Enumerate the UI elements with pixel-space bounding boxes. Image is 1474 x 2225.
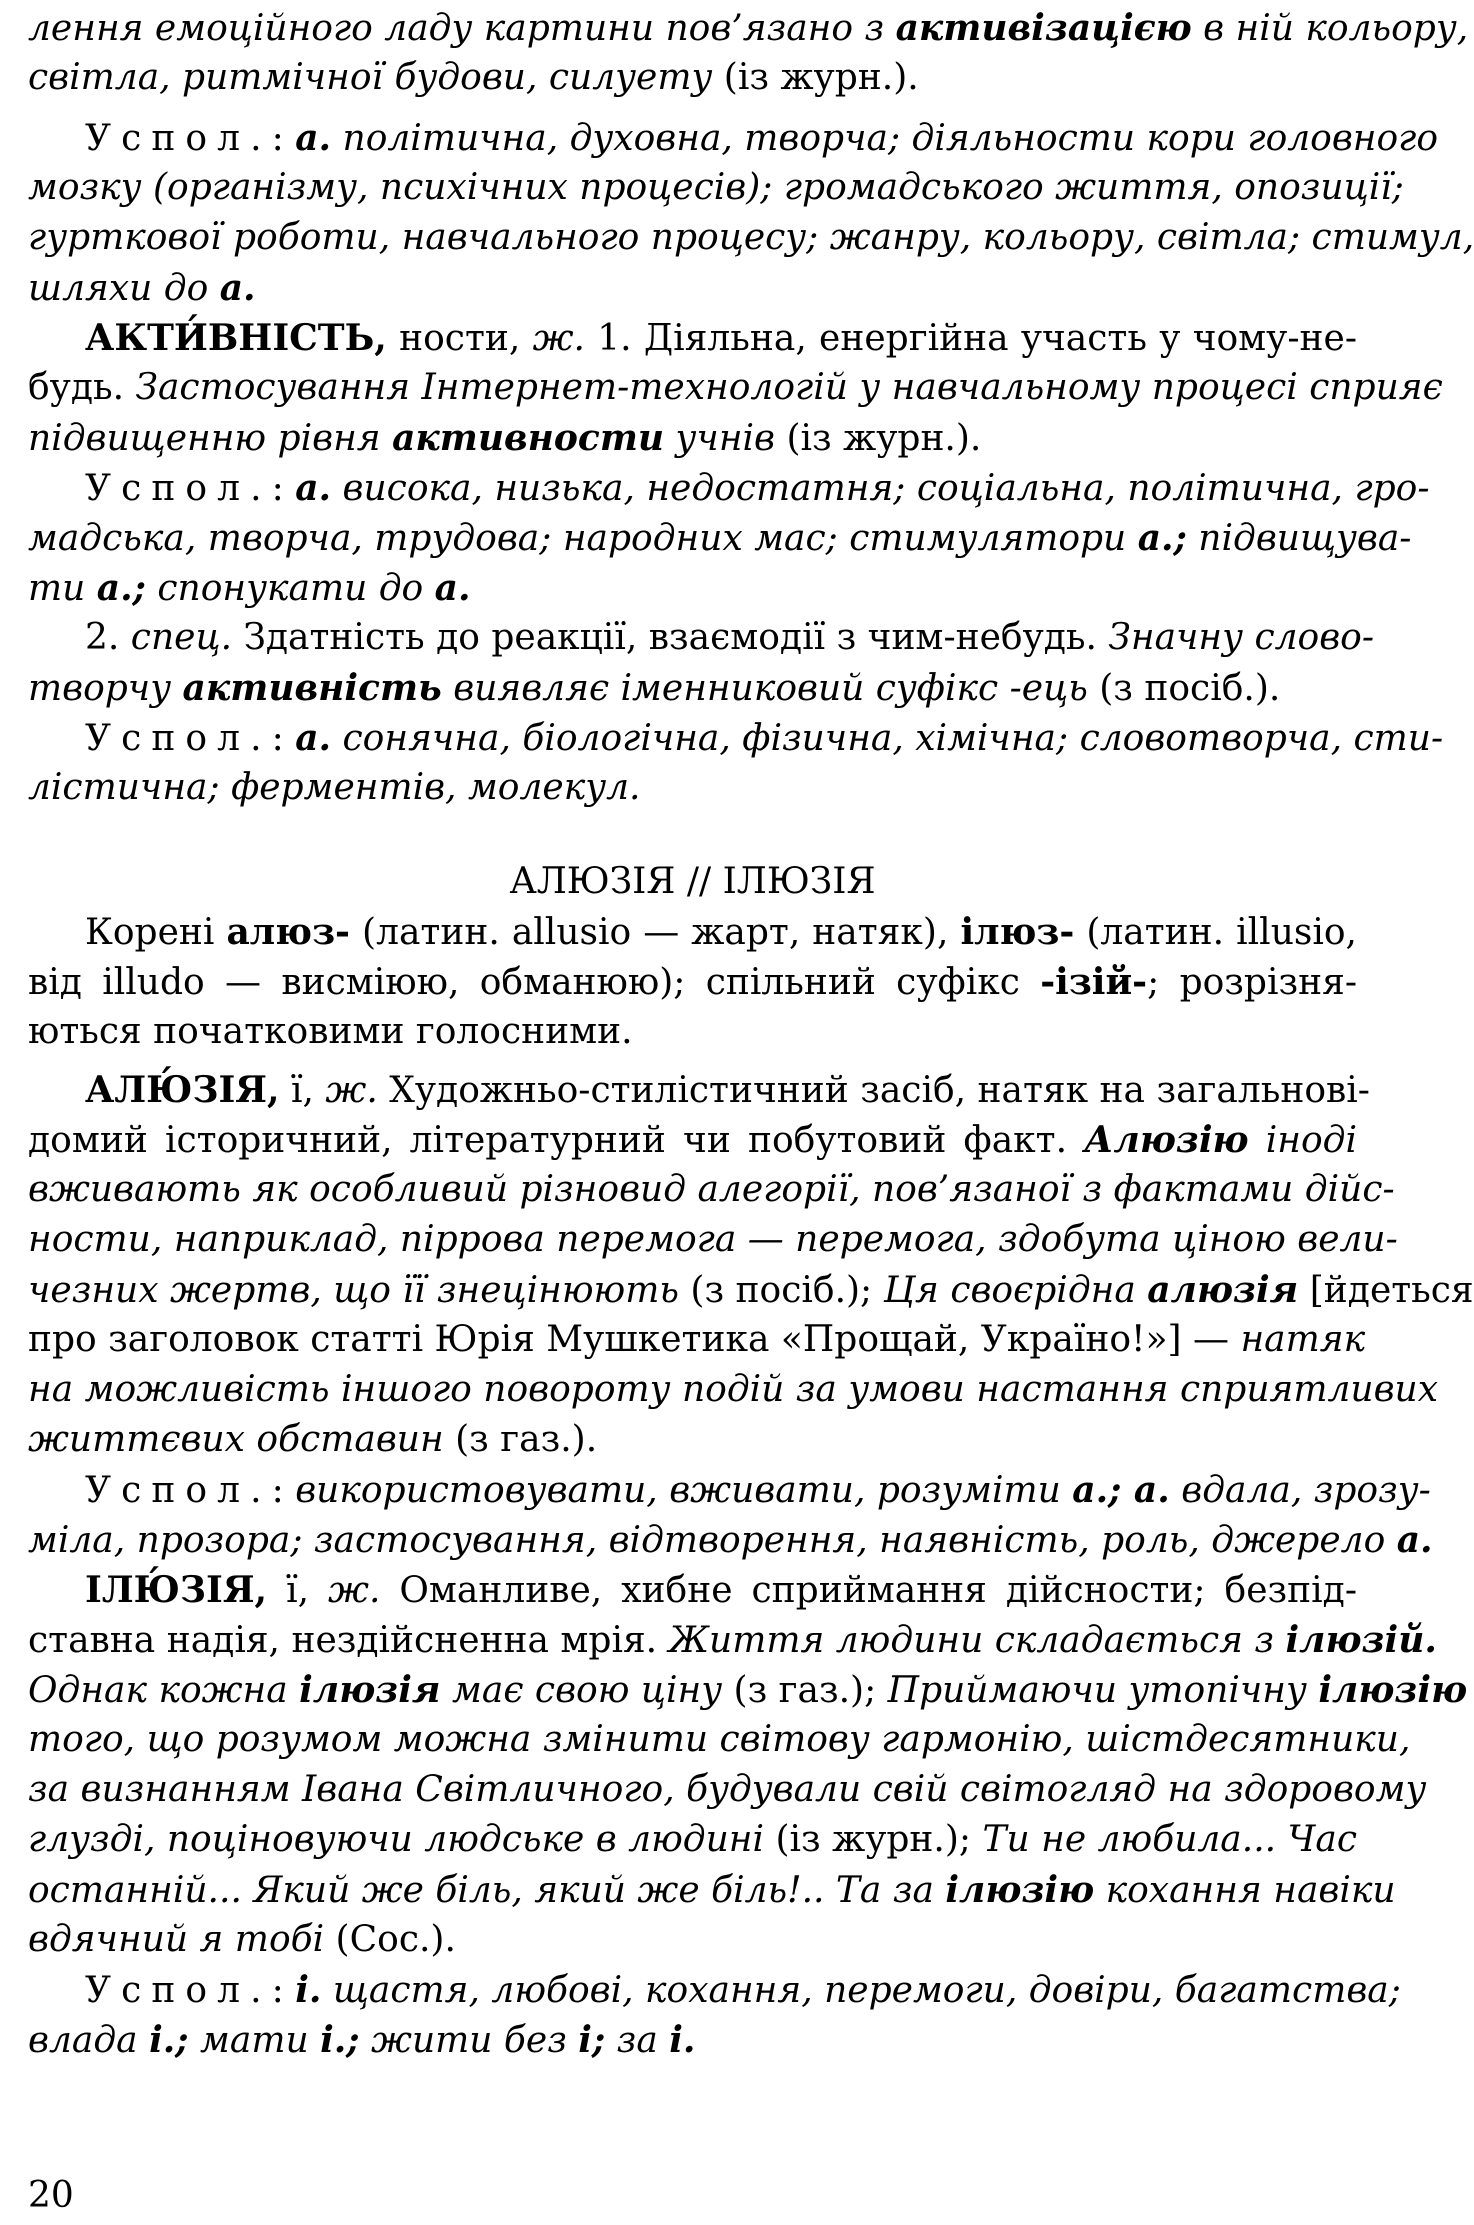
- text-run: (з газ.);: [722, 1670, 888, 1711]
- text-run: на можливість іншого повороту подій за умови настання сприятливих: [28, 1369, 1439, 1410]
- text-run: влада: [28, 2020, 150, 2061]
- text-run: політична, духовна, творча; діяльности кори головного: [331, 118, 1439, 159]
- text-run: ІЛЮ́ЗІЯ,: [85, 1569, 268, 1611]
- text-run: 1. Діяльна, енергійна участь у чому-не-: [584, 318, 1357, 359]
- text-run: жити без: [359, 2020, 579, 2061]
- text-run: алюзія: [1147, 1269, 1299, 1311]
- text-run: ; розрізня-: [1147, 962, 1357, 1003]
- text-line: [85, 1466, 1431, 1514]
- text-run: алюз-: [226, 911, 350, 953]
- text-run: (латин. illusio,: [1074, 912, 1357, 953]
- text-run: спонукати до: [145, 568, 435, 609]
- text-run: Здатність до реакції, взаємодії з чим-небудь.: [232, 617, 1109, 658]
- text-run: ж.: [532, 318, 585, 359]
- text-run: :: [271, 1970, 296, 2011]
- text-run: кохання навіки: [1094, 1870, 1396, 1911]
- text-run: ілюзію: [945, 1869, 1095, 1911]
- text-run: (із журн.).: [775, 418, 982, 459]
- text-line: [28, 1816, 1357, 1864]
- text-line: [28, 664, 1357, 712]
- text-run: АЛЮ́ЗІЯ,: [85, 1069, 280, 1111]
- text-run: [йдеться: [1298, 1270, 1474, 1311]
- text-line: [28, 2016, 1357, 2064]
- text-run: ілюзія: [299, 1669, 441, 1711]
- text-run: (із журн.).: [712, 57, 919, 98]
- text-run: ї,: [267, 1570, 329, 1611]
- text-run: ности, наприклад, піррова перемога — перемога, здобута ціною вели-: [28, 1219, 1398, 1260]
- text-run: чезних жертв, що її знецінюють: [28, 1270, 679, 1311]
- text-line: [28, 414, 1357, 462]
- text-run: 2.: [85, 617, 131, 658]
- text-run: Художньо-стилістичний засіб, натяк на загальнові-: [377, 1070, 1370, 1111]
- text-run: натяк: [1240, 1319, 1366, 1360]
- text-line: [28, 564, 1357, 612]
- text-run: лістична; ферментів, молекул.: [28, 767, 641, 808]
- text-run: і.: [295, 1969, 322, 2011]
- text-run: того, що розумом можна змінити світову гармонію, шістдесятники,: [28, 1719, 1411, 1760]
- text-run: а.: [219, 267, 256, 309]
- text-line: [28, 1616, 1437, 1664]
- text-line: [28, 214, 1474, 262]
- text-line: [28, 1716, 1411, 1764]
- text-run: глузді, поціновуючи людське в людині: [28, 1819, 764, 1860]
- text-run: а.: [295, 467, 332, 509]
- text-line: [28, 1916, 1357, 1964]
- text-line: [28, 958, 1357, 1006]
- text-run: Життя людини складається з: [668, 1620, 1286, 1661]
- text-run: Успол.: [85, 1470, 272, 1511]
- text-run: :: [271, 718, 296, 759]
- text-run: а.: [295, 117, 332, 159]
- text-run: (з газ.).: [443, 1419, 598, 1460]
- text-run: будь.: [28, 367, 136, 408]
- text-run: Алюзію: [1084, 1119, 1249, 1161]
- text-run: вживають як особливий різновид алегорії, пов’язаної з фактами дійс-: [28, 1169, 1395, 1210]
- text-run: лення емоційного ладу картини пов’язано з: [28, 8, 896, 49]
- text-run: мадська, творча, трудова; народних мас; стимулятори: [28, 518, 1138, 559]
- text-run: ставна надія, нездійсненна мрія.: [28, 1620, 669, 1661]
- text-run: іноді: [1248, 1120, 1357, 1161]
- text-run: ти: [28, 568, 97, 609]
- text-line: [28, 4, 1469, 52]
- text-line: [85, 614, 1375, 662]
- text-run: (латин. allusio — жарт, натяк),: [350, 912, 961, 953]
- text-run: ються початковими голосними.: [28, 1011, 633, 1052]
- text-line: [28, 1266, 1474, 1314]
- text-run: виявляє іменниковий суфікс -ець: [441, 668, 1088, 709]
- text-run: а.: [1396, 1519, 1433, 1561]
- text-run: підвищува-: [1186, 518, 1412, 559]
- text-run: домий історичний, літературний чи побутовий факт.: [28, 1120, 1085, 1161]
- text-run: за: [605, 2020, 670, 2061]
- text-line: [85, 908, 1357, 956]
- text-run: вдячний я тобі: [28, 1919, 325, 1960]
- text-run: Значну слово-: [1108, 617, 1375, 658]
- text-line: [28, 264, 1357, 312]
- text-run: життєвих обставин: [28, 1419, 444, 1460]
- entry-headword-line: [85, 1066, 1370, 1114]
- text-run: останній... Який же біль, який же біль!.. Та за: [28, 1870, 946, 1911]
- text-line: [28, 1366, 1439, 1414]
- text-line: [28, 1316, 1366, 1364]
- text-run: підвищенню рівня: [28, 418, 393, 459]
- text-run: АЛЮЗІЯ // ІЛЮЗІЯ: [509, 861, 876, 902]
- text-run: (Сос.).: [324, 1919, 456, 1960]
- text-run: активізацією: [895, 7, 1192, 49]
- text-line: [28, 1666, 1468, 1714]
- text-run: творчу: [28, 668, 183, 709]
- text-run: а.: [295, 717, 332, 759]
- text-line: [28, 364, 1443, 412]
- text-run: має свою ціну: [440, 1670, 723, 1711]
- text-run: сонячна, біологічна, фізична, хімічна; словотворча, сти-: [331, 718, 1444, 759]
- text-line: [85, 114, 1439, 162]
- text-run: :: [271, 468, 296, 509]
- text-run: висока, низька, недостатня; соціальна, політична, гро-: [331, 468, 1430, 509]
- text-run: Оманливе, хибне сприймання дійсности; безпід-: [380, 1570, 1357, 1611]
- text-run: і.: [669, 2019, 696, 2061]
- text-run: Застосування Інтернет-технологій у навчальному процесі сприяє: [135, 367, 1443, 408]
- text-run: Ти не любила... Час: [982, 1819, 1358, 1860]
- entry-headword-line: [85, 1566, 1357, 1614]
- text-run: ности,: [386, 318, 533, 359]
- text-run: а.; а.: [1072, 1469, 1170, 1511]
- text-run: ілюзію: [1318, 1669, 1468, 1711]
- text-line: [28, 764, 1357, 812]
- text-run: Успол.: [85, 118, 272, 159]
- text-line: [28, 54, 1357, 102]
- text-run: (з посіб.).: [1087, 668, 1281, 709]
- text-run: в ній кольору,: [1191, 8, 1469, 49]
- text-run: і;: [578, 2019, 606, 2061]
- text-run: мозку (організму, психічних процесів); громадського життя, опозиції;: [28, 167, 1404, 208]
- text-run: активности: [392, 417, 665, 459]
- text-run: і.;: [320, 2019, 360, 2061]
- text-run: (з посіб.);: [678, 1270, 884, 1311]
- text-line: [85, 714, 1444, 762]
- page-number: 20: [28, 2175, 74, 2216]
- text-run: Ця своєрідна: [883, 1270, 1148, 1311]
- text-run: Успол.: [85, 718, 272, 759]
- dictionary-page: [28, 0, 1474, 2225]
- text-run: світла, ритмічної будови, силуету: [28, 57, 713, 98]
- text-run: вдала, зрозу-: [1169, 1470, 1431, 1511]
- text-run: учнів: [664, 418, 776, 459]
- text-run: (із журн.);: [764, 1819, 983, 1860]
- text-run: за визнанням Івана Світличного, будували свій світогляд на здоровому: [28, 1769, 1427, 1810]
- text-line: [28, 1216, 1398, 1264]
- text-run: Успол.: [85, 1970, 272, 2011]
- text-run: Приймаючи утопічну: [887, 1670, 1319, 1711]
- text-run: АКТИ́ВНІСТЬ,: [85, 317, 387, 359]
- text-line: [28, 164, 1404, 212]
- text-line: [85, 464, 1430, 512]
- text-run: ї,: [279, 1070, 326, 1111]
- text-run: а.;: [96, 567, 146, 609]
- entry-headword-line: [85, 314, 1357, 362]
- text-run: спец.: [130, 617, 233, 658]
- text-run: Успол.: [85, 468, 272, 509]
- text-run: :: [271, 1470, 296, 1511]
- text-line: [28, 514, 1412, 562]
- text-line: [28, 1766, 1427, 1814]
- text-run: про заголовок статті Юрія Мушкетика «Прощай, Україно!»] —: [28, 1319, 1241, 1360]
- section-heading: [28, 858, 1357, 906]
- text-run: ж.: [328, 1570, 381, 1611]
- text-run: ілюз-: [960, 911, 1075, 953]
- text-line: [28, 1416, 1357, 1464]
- text-run: шляхи до: [28, 268, 220, 309]
- text-line: [28, 1008, 1357, 1056]
- text-line: [28, 1116, 1357, 1164]
- text-line: [28, 1866, 1396, 1914]
- text-line: [85, 1966, 1401, 2014]
- text-run: мати: [188, 2020, 321, 2061]
- text-run: щастя, любові, кохання, перемоги, довіри, багатства;: [321, 1970, 1401, 2011]
- text-run: а.: [434, 567, 471, 609]
- text-run: :: [271, 118, 296, 159]
- text-line: [28, 1166, 1395, 1214]
- text-run: -ізій-: [1040, 961, 1148, 1003]
- text-run: використовувати, вживати, розуміти: [295, 1470, 1073, 1511]
- text-run: активність: [182, 667, 442, 709]
- text-run: від illudo — висміюю, обманюю); спільний суфікс: [28, 962, 1041, 1003]
- text-line: [28, 1516, 1433, 1564]
- text-run: міла, прозора; застосування, відтворення, наявність, роль, джерело: [28, 1520, 1397, 1561]
- text-run: гурткової роботи, навчального процесу; жанру, кольору, світла; стимул,: [28, 217, 1474, 258]
- text-run: ілюзій.: [1285, 1619, 1437, 1661]
- text-run: Корені: [85, 912, 227, 953]
- text-run: Однак кожна: [28, 1670, 300, 1711]
- text-run: і.;: [149, 2019, 189, 2061]
- text-run: а.;: [1137, 517, 1187, 559]
- text-run: ж.: [325, 1070, 378, 1111]
